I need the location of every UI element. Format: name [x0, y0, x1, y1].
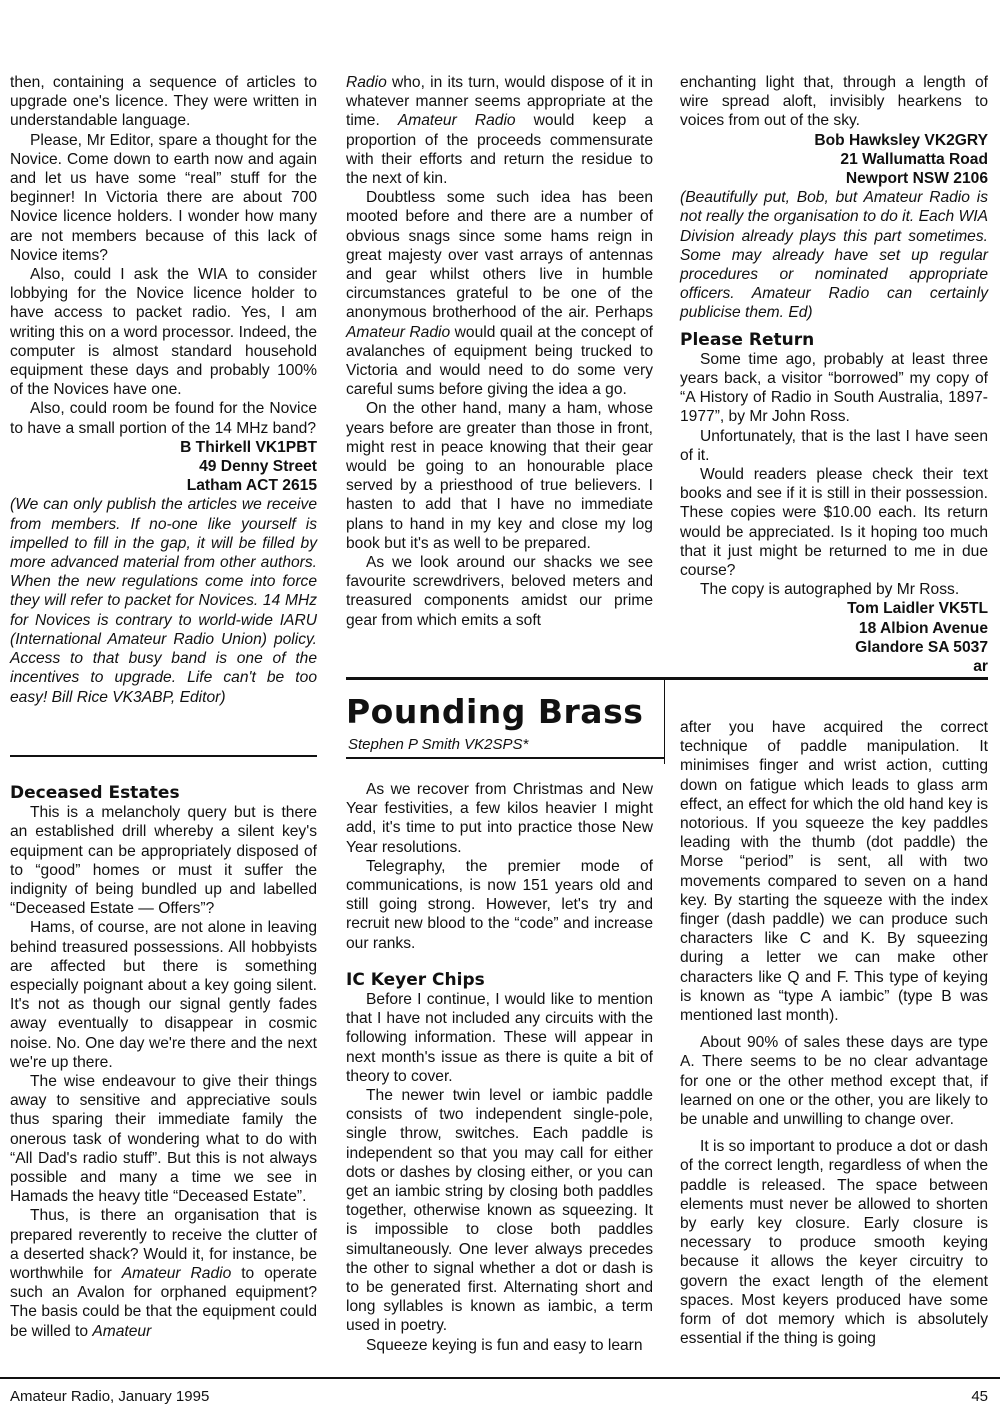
letter-paragraph: then, containing a sequence of articles to upgrade one's licence. They were written in understandable language.: [10, 74, 317, 130]
italic-run: Amateur Radio: [346, 323, 451, 341]
letter-paragraph: Please, Mr Editor, spare a thought for the Novice. Come down to earth now and again and let us have some “real” stuff for the beginner! In Victoria there are about 700 Novice licence holders. I wonder how many are not members because of this lack of Novice items?: [10, 131, 317, 264]
letter-paragraph: [346, 73, 653, 188]
article-paragraph: About 90% of sales these days are type A. There seems to be no clear advantage for one or the other method except that, if learned on one or the other, you are likely to be unable and unwilling to change over.: [680, 1034, 988, 1129]
text-run: would keep a proportion of the proceeds commensurate with their efforts and return the residue to the next of kin.: [346, 112, 653, 188]
text-run: Doubtless some such idea has been mooted before and there are a number of obvious snags since some hams reign in great majesty over vast arrays of antennas and gear whilst others live in humble circumstances grateful to be one of the anonymous brotherhood of the air. Perhaps: [346, 189, 653, 322]
editor-note: (Beautifully put, Bob, but Amateur Radio is not really the organisation to do it. Each WIA Division already plays this part sometimes. Some may already have set up regular procedures or nominated appropriate officers. Amateur Radio can certainly publicise them. Ed): [680, 189, 988, 322]
editor-note: (We can only publish the articles we receive from members. If no-one like yourself is impelled to fill in the gap, it will be filled by more advanced material from other authors. When the new regulations come into force they will refer to packet for Novices. 14 MHz for Novices is contrary to world-wide IARU (International Amateur Radio Union) policy. Access to that busy band is one of the incentives to upgrade. Life can't be too easy! Bill Rice VK3ABP, Editor): [10, 496, 317, 706]
letter-paragraph: As we look around our shacks we see favourite screwdrivers, beloved meters and treasured components amidst our prime gear from which emits a soft: [346, 554, 653, 629]
column-rule: [664, 680, 665, 764]
column-2-letter: [346, 73, 653, 630]
signature-line: Bob Hawksley VK2GRY: [814, 131, 988, 149]
page-number: 45: [971, 1388, 988, 1405]
pounding-brass-column-3: [680, 718, 988, 1349]
article-paragraph: Hams, of course, are not alone in leaving behind treasured possessions. All hobbyists are affected but there is something especially poignant about a key going silent. It's not as though our signal gently fades away eventually to disappear in cosmic noise. No. One day we're there and the next we're up there.: [10, 919, 317, 1071]
footer-publication: Amateur Radio, January 1995: [10, 1388, 210, 1405]
article-paragraph: This is a melancholy query but is there an established drill whereby a silent key's equipment can be appropriately disposed of to “good” homes or must it suffer the indignity of being bundled up and labelled “Deceased Estate — Offers”?: [10, 804, 317, 918]
column-3-letters: [680, 73, 988, 676]
signature-line: Glandore SA 5037: [855, 638, 988, 656]
text-run: to operate such an Avalon for orphaned equipment? The basis could be that the equipment could be willed to: [10, 1265, 317, 1340]
article-paragraph: after you have acquired the correct technique of paddle manipulation. It minimises finger and wrist action, cutting down on fatigue which leads to glass arm effect, an effect for which the old hand key is notorious. If you squeeze the key paddles leading with the thumb (dot paddle) the Morse “period” is sent, all with two movements compared to seven on a hand key. By starting the squeeze with the index finger (dash paddle) we can produce such characters like C and K. By squeezing during a letter we can make other characters like Q and F. This type of keying is known as “type A iambic” (type B was mentioned last month).: [680, 719, 988, 1025]
title-underline: [346, 757, 664, 759]
letter-paragraph: Also, could room be found for the Novice to have a small portion of the 14 MHz band?: [10, 400, 317, 437]
footer-rule: [0, 1377, 1000, 1379]
article-paragraph: It is so important to produce a dot or dash of the correct length, regardless of when the paddle is released. The space between elements must never be allowed to shorten by early key closure. Early closure is necessary to produce smooth keying because it allows the keyer circuitry to govern the exact length of the element spaces. Most keyers produced have some form of dot memory which is absolutely essential if the thing is going: [680, 1138, 988, 1348]
article-paragraph: [10, 1206, 317, 1340]
article-paragraph: The newer twin level or iambic paddle consists of two independent single-pole, single throw, switches. Each paddle is independent so that you may call for either dots or dashes by closing either, or you can get an iambic string by closing both paddles together, otherwise known as squeezing. It is impossible to close both paddles simultaneously. One lever always precedes the other to signal whether a dot or dash is to be generated first. Alternating short and long syllables is known as iambic, a term used in poetry.: [346, 1087, 653, 1335]
italic-run: Amateur Radio: [397, 112, 516, 130]
signature-line: 21 Wallumatta Road: [840, 150, 988, 168]
text-run: Thus, is there an organisation that is prepared reverently to receive the clutter of a deserted shack? Would it, for instance, be worthwhile for: [10, 1207, 317, 1283]
article-title: Pounding Brass: [346, 692, 644, 731]
letter-paragraph: Unfortunately, that is the last I have seen of it.: [680, 427, 988, 464]
letter-paragraph: Would readers please check their text books and see if it is still in their possession. These copies were $10.00 each. Its return would be appreciated. Is it hoping too much that it just might be returned to me in due course?: [680, 466, 988, 580]
letter-paragraph: [346, 188, 653, 399]
article-paragraph: Squeeze keying is fun and easy to learn: [366, 1336, 643, 1354]
italic-run: Radio: [346, 74, 387, 91]
section-divider: [346, 677, 988, 680]
letter-paragraph: On the other hand, many a ham, whose years before are greater than those in front, might rest in peace knowing that their gear would be going to an honourable place served by a priesthood of true believers. I hasten to add that I have no immediate plans to hand in my key and close my log book but it's as well to be prepared.: [346, 400, 653, 552]
signature-line: 49 Denny Street: [199, 458, 317, 476]
letter-signature: [680, 131, 988, 189]
signature-line: Newport NSW 2106: [845, 170, 988, 188]
section-divider: [10, 755, 317, 757]
italic-run: Amateur Radio: [121, 1265, 232, 1283]
signature-line: Latham ACT 2615: [186, 477, 317, 495]
letter-paragraph: The copy is autographed by Mr Ross.: [700, 581, 960, 599]
letter-paragraph: Also, could I ask the WIA to consider lobbying for the Novice licence holder to have access to packet radio. Yes, I am writing this on a word processor. Indeed, the computer is almost standard household equipment these days and probably 100% of the Novices have one.: [10, 266, 317, 399]
letter-paragraph: Some time ago, probably at least three years back, a visitor “borrowed” my copy of “A History of Radio in South Australia, 1897-1977”, by Mr John Ross.: [680, 350, 988, 426]
article-paragraph: Telegraphy, the premier mode of communications, is now 151 years old and still going strong. However, let's try and recruit new blood to the “code” and increase our ranks.: [346, 857, 653, 952]
letter-paragraph: enchanting light that, through a length of wire spread aloft, invisibly hearkens to voices from out of the sky.: [680, 74, 988, 130]
section-heading: Deceased Estates: [10, 783, 180, 803]
section-heading: IC Keyer Chips: [346, 969, 485, 990]
italic-run: Amateur: [92, 1322, 152, 1340]
pounding-brass-column-2: [346, 780, 653, 1355]
article-author: Stephen P Smith VK2SPS*: [348, 736, 529, 753]
signature-line: Tom Laidler VK5TL: [847, 600, 988, 618]
end-mark: ar: [973, 658, 988, 676]
deceased-estates-section: [10, 784, 317, 1341]
text-run: who, in its turn, would dispose of it in whatever manner seems appropriate at the time.: [346, 74, 653, 130]
column-1-letter: [10, 73, 317, 707]
article-paragraph: Before I continue, I would like to mention that I have not included any circuits with the following information. These will appear in next month's issue as there is quite a bit of theory to cover.: [346, 991, 653, 1085]
section-heading: Please Return: [680, 329, 815, 350]
text-run: would quail at the concept of avalanches of equipment being trucked to Victoria and would need to do some very careful sums before giving the idea a go.: [346, 323, 653, 399]
signature-line: B Thirkell VK1PBT: [180, 438, 317, 456]
letter-signature: [680, 599, 988, 657]
letter-signature: [10, 438, 317, 496]
signature-line: 18 Albion Avenue: [858, 619, 988, 637]
article-paragraph: The wise endeavour to give their things away to sensitive and appreciative souls thus sparing their immediate family the onerous task of wondering what to do with “All Dad's radio stuff”. But this is not always possible and many a time we see in Hamads the heavy title “Deceased Estate”.: [10, 1073, 317, 1206]
article-paragraph: As we recover from Christmas and New Year festivities, a few kilos heavier I might add, it's time to put into practice those New Year resolutions.: [346, 781, 653, 856]
